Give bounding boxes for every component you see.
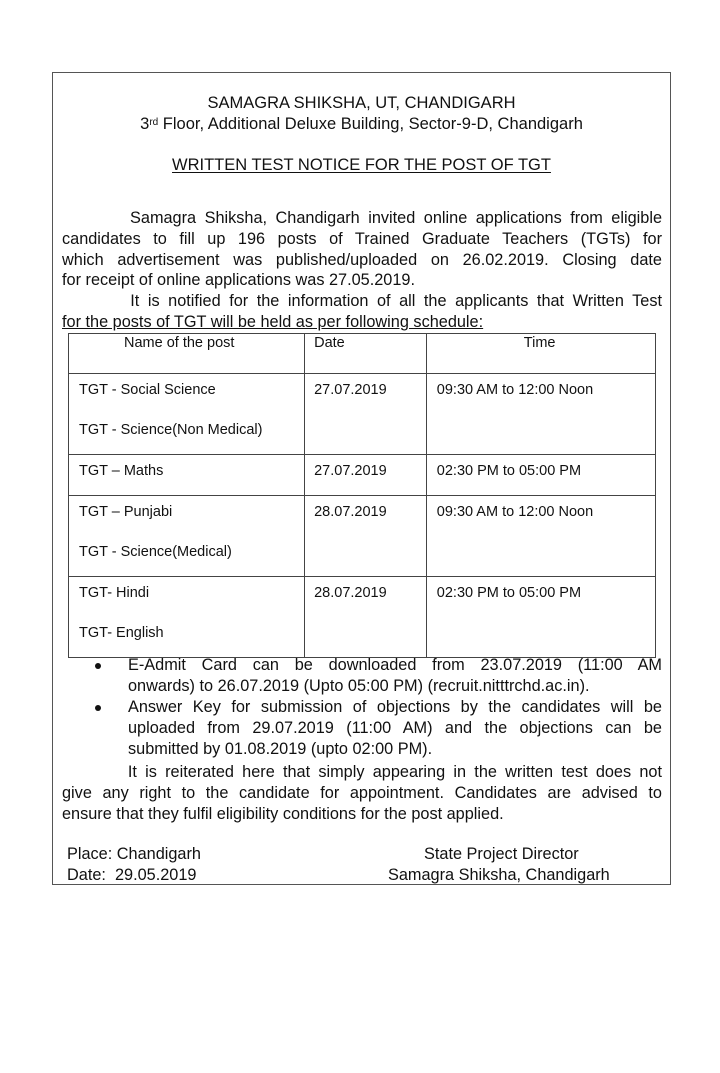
date-cell: 28.07.2019 <box>305 496 427 577</box>
closing-line: ensure that they fulfil eligibility conditions for the post applied. <box>62 804 504 823</box>
table-row <box>69 374 656 455</box>
intro-paragraph <box>62 208 662 291</box>
header-time: Time <box>426 334 655 374</box>
time-cell: 02:30 PM to 05:00 PM <box>426 577 655 658</box>
bullet-icon <box>95 663 101 669</box>
schedule-table <box>68 333 656 658</box>
date-cell: 27.07.2019 <box>305 455 427 496</box>
signatory-designation: State Project Director <box>424 845 579 863</box>
table-row <box>69 496 656 577</box>
bullet-list <box>62 655 662 760</box>
table-header-row <box>69 334 656 374</box>
bullet-icon <box>95 705 101 711</box>
date-cell: 28.07.2019 <box>305 577 427 658</box>
closing-line: give any right to the candidate for appointment. Candidates are advised to <box>62 783 662 802</box>
date-cell: 27.07.2019 <box>305 374 427 455</box>
time-cell: 02:30 PM to 05:00 PM <box>426 455 655 496</box>
intro-line: which advertisement was published/uploaded on 26.02.2019. Closing date <box>62 250 662 269</box>
post-cell: TGT - Social Science TGT - Science(Non Medical) <box>69 374 305 455</box>
footer-place: Place: Chandigarh <box>67 845 201 863</box>
header-post: Name of the post <box>69 334 305 374</box>
schedule-notice-paragraph <box>62 291 662 333</box>
signatory-office: Samagra Shiksha, Chandigarh <box>388 866 610 884</box>
time-cell: 09:30 AM to 12:00 Noon <box>426 496 655 577</box>
notice-line: It is notified for the information of all the applicants that Written Test <box>62 292 662 310</box>
table-row <box>69 577 656 658</box>
notice-title: WRITTEN TEST NOTICE FOR THE POST OF TGT <box>172 156 551 174</box>
list-item: E-Admit Card can be downloaded from 23.07.2019 (11:00 AM onwards) to 26.07.2019 (Upto 05:00 PM) (recruit.nitttrchd.ac.in). <box>62 655 662 697</box>
footer-date: Date: 29.05.2019 <box>67 866 197 884</box>
post-cell: TGT- Hindi TGT- English <box>69 577 305 658</box>
list-item: Answer Key for submission of objections by the candidates will be uploaded from 29.07.2019 (11:00 AM) and the objections can be submitted by 01.08.2019 (upto 02:00 PM). <box>62 697 662 760</box>
closing-paragraph <box>62 762 662 824</box>
table-row <box>69 455 656 496</box>
post-cell: TGT – Punjabi TGT - Science(Medical) <box>69 496 305 577</box>
intro-line: for receipt of online applications was 27.05.2019. <box>62 271 415 290</box>
org-address: 3rd Floor, Additional Deluxe Building, Sector-9-D, Chandigarh <box>140 115 583 133</box>
intro-line: candidates to fill up 196 posts of Trained Graduate Teachers (TGTs) for <box>62 229 662 248</box>
post-cell: TGT – Maths <box>69 455 305 496</box>
notice-line: for the posts of TGT will be held as per following schedule: <box>62 312 484 331</box>
time-cell: 09:30 AM to 12:00 Noon <box>426 374 655 455</box>
org-name: SAMAGRA SHIKSHA, UT, CHANDIGARH <box>207 94 516 112</box>
intro-line: Samagra Shiksha, Chandigarh invited online applications from eligible <box>62 209 662 227</box>
closing-line: It is reiterated here that simply appearing in the written test does not <box>62 763 662 781</box>
header-date: Date <box>305 334 427 374</box>
